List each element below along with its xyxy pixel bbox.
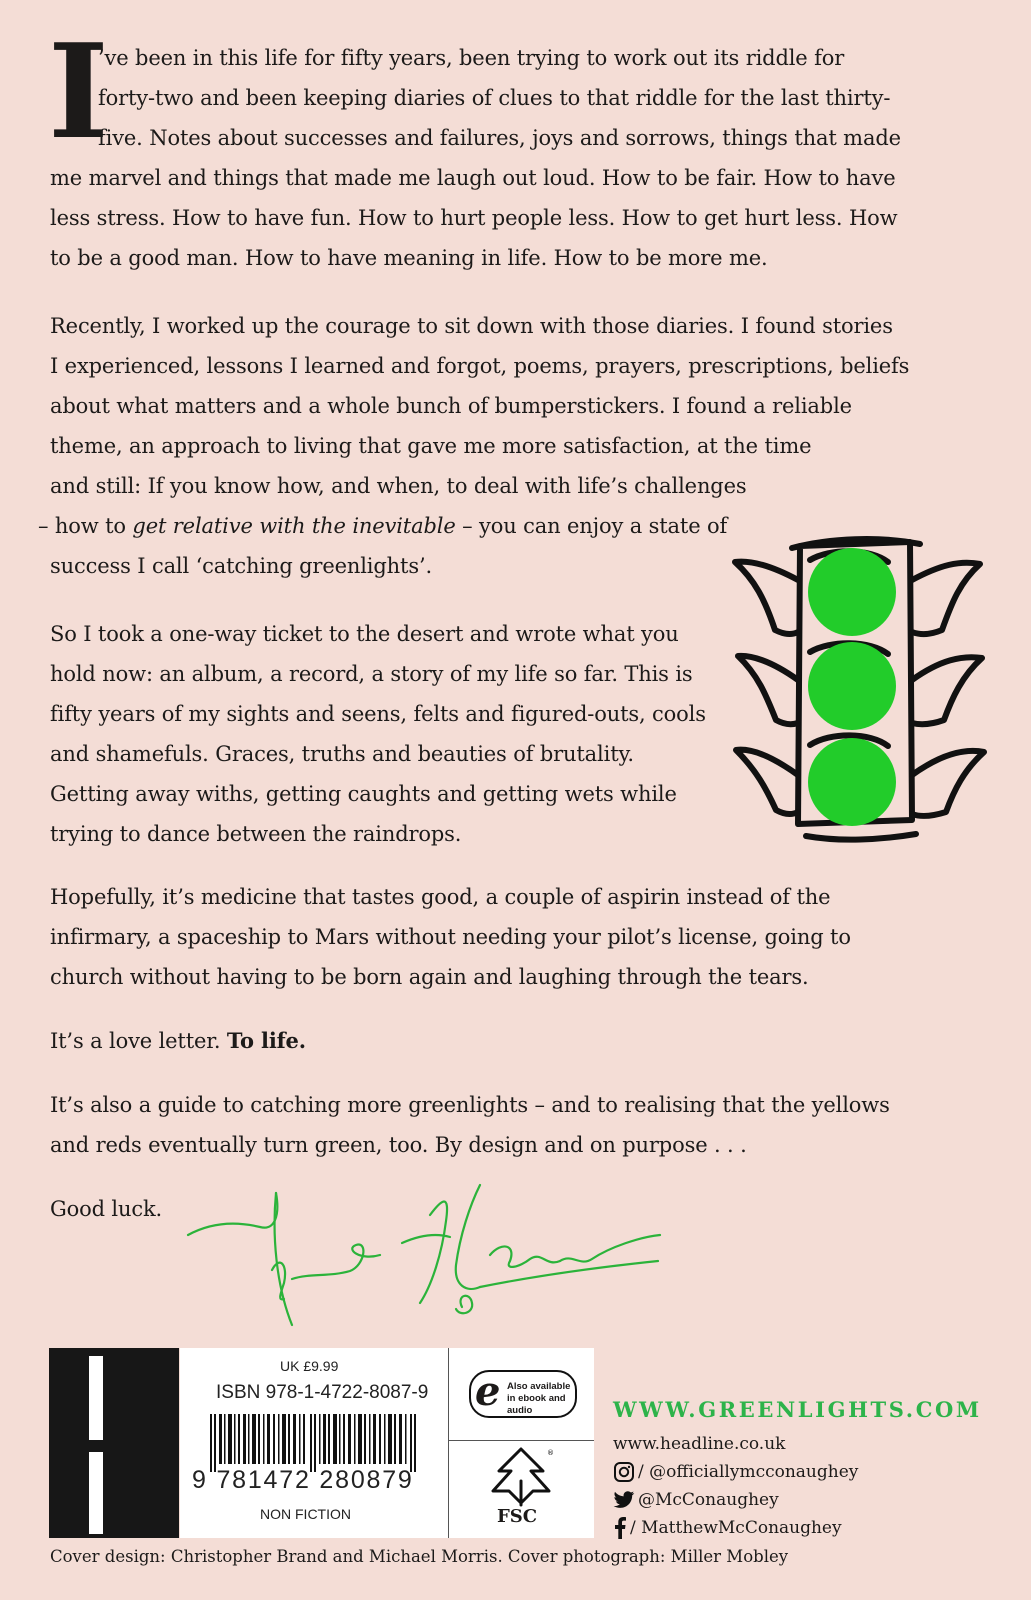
ebook-panel xyxy=(448,1348,594,1441)
headline-link[interactable]: www.headline.co.uk xyxy=(613,1434,786,1454)
italic-phrase: get relative with the inevitable xyxy=(132,514,456,538)
text-line: less stress. How to have fun. How to hurt people less. How to get hurt less. How xyxy=(50,206,898,230)
text-line: Good luck. xyxy=(50,1197,163,1221)
text-line: me marvel and things that made me laugh out loud. How to be fair. How to have xyxy=(50,166,896,190)
paragraph-desert xyxy=(50,614,706,854)
instagram-handle[interactable]: / @officiallymcconaughey xyxy=(638,1462,859,1482)
website-link[interactable]: WWW.GREENLIGHTS.COM xyxy=(613,1397,982,1422)
svg-text:®: ® xyxy=(547,1449,554,1457)
text-line: five. Notes about successes and failures, joys and sorrows, things that made xyxy=(98,126,901,150)
text-line: infirmary, a spaceship to Mars without needing your pilot’s license, going to xyxy=(50,925,851,949)
text-line xyxy=(50,1021,306,1061)
twitter-link-row[interactable] xyxy=(613,1486,858,1514)
facebook-link-row[interactable] xyxy=(613,1514,858,1542)
facebook-handle[interactable]: / MatthewMcConaughey xyxy=(630,1518,842,1538)
text-line: and shamefuls. Graces, truths and beauties of brutality. xyxy=(50,742,634,766)
publisher-logo xyxy=(49,1348,179,1538)
text-line: Recently, I worked up the courage to sit down with those diaries. I found stories xyxy=(50,314,893,338)
social-links xyxy=(613,1430,858,1542)
price-label: UK £9.99 xyxy=(280,1358,339,1374)
text-line: to be a good man. How to have meaning in life. How to be more me. xyxy=(50,246,768,270)
paragraph-hopefully xyxy=(50,877,851,997)
text-line: hold now: an album, a record, a story of my life so far. This is xyxy=(50,662,693,686)
ebook-e-icon: e xyxy=(475,1368,501,1415)
genre-label: NON FICTION xyxy=(260,1506,351,1522)
traffic-light-icon xyxy=(730,520,990,850)
fsc-label: FSC xyxy=(497,1506,538,1527)
text-line: Getting away withs, getting caughts and getting wets while xyxy=(50,782,677,806)
ebook-text: Also available in ebook and audio xyxy=(507,1381,571,1416)
paragraph-guide xyxy=(50,1085,890,1165)
text-fragment: – you can enjoy a state of xyxy=(455,514,728,538)
text-line: church without having to be born again and laughing through the tears. xyxy=(50,965,809,989)
text-line: about what matters and a whole bunch of bumperstickers. I found a reliable xyxy=(50,394,852,418)
text-line: It’s also a guide to catching more greenlights – and to realising that the yellows xyxy=(50,1093,890,1117)
text-line: forty-two and been keeping diaries of clues to that riddle for the last thirty- xyxy=(98,86,891,110)
text-line: ’ve been in this life for fifty years, been trying to work out its riddle for xyxy=(98,46,845,70)
paragraph-good-luck xyxy=(50,1189,162,1229)
text-line: Hopefully, it’s medicine that tastes good, a couple of aspirin instead of the xyxy=(50,885,831,909)
author-signature xyxy=(180,1175,680,1335)
text-line: So I took a one-way ticket to the desert and wrote what you xyxy=(50,622,679,646)
barcode-bars xyxy=(210,1414,420,1472)
barcode-digits: 9 781472 280879 xyxy=(192,1466,414,1494)
isbn-label: ISBN 978-1-4722-8087-9 xyxy=(216,1382,429,1403)
twitter-handle[interactable]: @McConaughey xyxy=(638,1490,779,1510)
paragraph-intro xyxy=(50,38,901,278)
fsc-panel xyxy=(448,1441,594,1538)
text-line: trying to dance between the raindrops. xyxy=(50,822,462,846)
instagram-link-row[interactable] xyxy=(613,1458,858,1486)
paragraph-love-letter xyxy=(50,1021,306,1061)
text-line: theme, an approach to living that gave me more satisfaction, at the time xyxy=(50,434,812,458)
instagram-icon xyxy=(613,1461,635,1483)
facebook-icon xyxy=(613,1517,627,1539)
text-line: I experienced, lessons I learned and forgot, poems, prayers, prescriptions, beliefs xyxy=(50,354,910,378)
barcode-panel xyxy=(180,1348,448,1538)
text-line: fifty years of my sights and seens, felts and figured-outs, cools xyxy=(50,702,706,726)
text-line: and reds eventually turn green, too. By design and on purpose . . . xyxy=(50,1133,747,1157)
headline-link-row[interactable] xyxy=(613,1430,858,1458)
ebook-badge xyxy=(469,1370,577,1418)
bold-phrase: To life. xyxy=(226,1028,306,1053)
text-line: success I call ‘catching greenlights’. xyxy=(50,554,433,578)
text-fragment: It’s a love letter. xyxy=(50,1029,227,1053)
twitter-icon xyxy=(613,1490,635,1510)
cover-credits: Cover design: Christopher Brand and Michael Morris. Cover photograph: Miller Mobley xyxy=(50,1547,789,1566)
text-fragment: – how to xyxy=(38,514,133,538)
text-line: and still: If you know how, and when, to deal with life’s challenges xyxy=(50,474,747,498)
drop-cap: I xyxy=(48,15,109,168)
